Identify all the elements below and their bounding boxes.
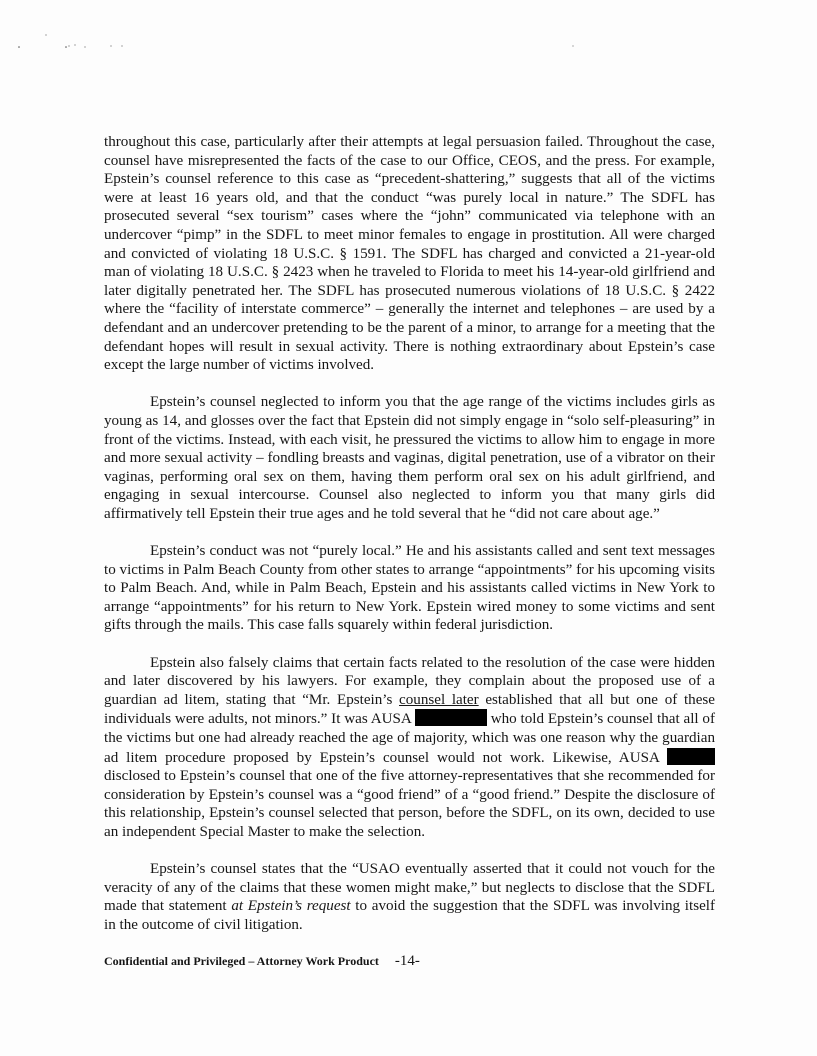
paragraph-4-text-c: who told Epstein’s counsel that all of the victims but one had already reached the age of majority, which was one reason why the guardian ad litem procedure proposed by Epstein’s counsel would not work. Likewise, AUSA (104, 711, 715, 766)
paragraph-5 (104, 860, 715, 934)
page-footer (104, 953, 715, 969)
redaction-box (415, 709, 487, 726)
paragraph-5-text-b: to avoid the suggestion that the SDFL was involving itself in the outcome of civil litigation. (104, 898, 715, 933)
paragraph-4-text-b: established that all but one of these individuals were adults, not minors.” It was AUSA (104, 691, 715, 728)
paragraph-4-text-d: disclosed to Epstein’s counsel that one of the five attorney-representatives that she recommended for consideration by Epstein’s counsel was a “good friend” of a “good friend.” Despite the disclosure of this relationship, Epstein’s counsel selected that person, before the SDFL, on its own, decided to use an independent Special Master to make the selection. (104, 768, 715, 840)
page-number: -14- (394, 953, 420, 969)
body-text (104, 133, 715, 953)
paragraph-4-text-a: Epstein also falsely claims that certain facts related to the resolution of the case were hidden and later discovered by his lawyers. For example, they complain about the proposed use of a guardian ad litem, stating that “Mr. Epstein’s (104, 654, 715, 708)
italic-phrase: at Epstein’s request (231, 898, 351, 915)
paragraph-2: Epstein’s counsel neglected to inform you that the age range of the victims includes girls as young as 14, and glosses over the fact that Epstein did not simply engage in “solo self-pleasuring” in front of the victims. Instead, with each visit, he pressured the victims to allow him to engage in more and more sexual activity – fondling breasts and vaginas, digital penetration, use of a vibrator on their vaginas, performing oral sex on them, having them perform oral sex on his adult girlfriend, and engaging in sexual intercourse. Counsel also neglected to inform you that many girls did affirmatively tell Epstein their true ages and he told several that he “did not care about age.” (104, 394, 715, 522)
paragraph-4 (104, 654, 715, 842)
footer-confidential-label: Confidential and Privileged – Attorney Work Product (104, 954, 379, 968)
paragraph-3: Epstein’s conduct was not “purely local.” He and his assistants called and sent text messages to victims in Palm Beach County from other states to arrange “appointments” for his upcoming visits to Palm Beach. And, while in Palm Beach, Epstein and his assistants called victims in New York to arrange “appointments” for his return to New York. Epstein wired money to some victims and sent gifts through the mails. This case falls squarely within federal jurisdiction. (104, 543, 715, 634)
redaction-box (667, 748, 715, 765)
paragraph-1: throughout this case, particularly after their attempts at legal persuasion failed. Throughout the case, counsel have misrepresented the facts of the case to our Office, CEOS, and the press. For example, Epstein’s counsel reference to this case as “precedent-shattering,” suggests that all of the victims were at least 16 years old, and that the conduct “was purely local in nature.” The SDFL has prosecuted several “sex tourism” cases where the “john” communicated via telephone with an undercover “pimp” in the SDFL to meet minor females to engage in prostitution. All were charged and convicted of violating 18 U.S.C. § 1591. The SDFL has charged and convicted a 21-year-old man of violating 18 U.S.C. § 2423 when he traveled to Florida to meet his 14-year-old girlfriend and later digitally penetrated her. The SDFL has prosecuted numerous violations of 18 U.S.C. § 2422 where the “facility of interstate commerce” – generally the internet and telephones – are used by a defendant and an undercover pretending to be the parent of a minor, to arrange for a meeting that the defendant hopes will result in sexual activity. There is nothing extraordinary about Epstein’s case except the large number of victims involved. (104, 134, 715, 374)
underlined-phrase: counsel later (399, 691, 479, 708)
scan-noise-marks (0, 0, 817, 120)
paragraph-5-text-a: Epstein’s counsel states that the “USAO eventually asserted that it could not vouch for the veracity of any of the claims that these women might make,” but neglects to disclose that the SDFL made that statement (104, 861, 715, 915)
